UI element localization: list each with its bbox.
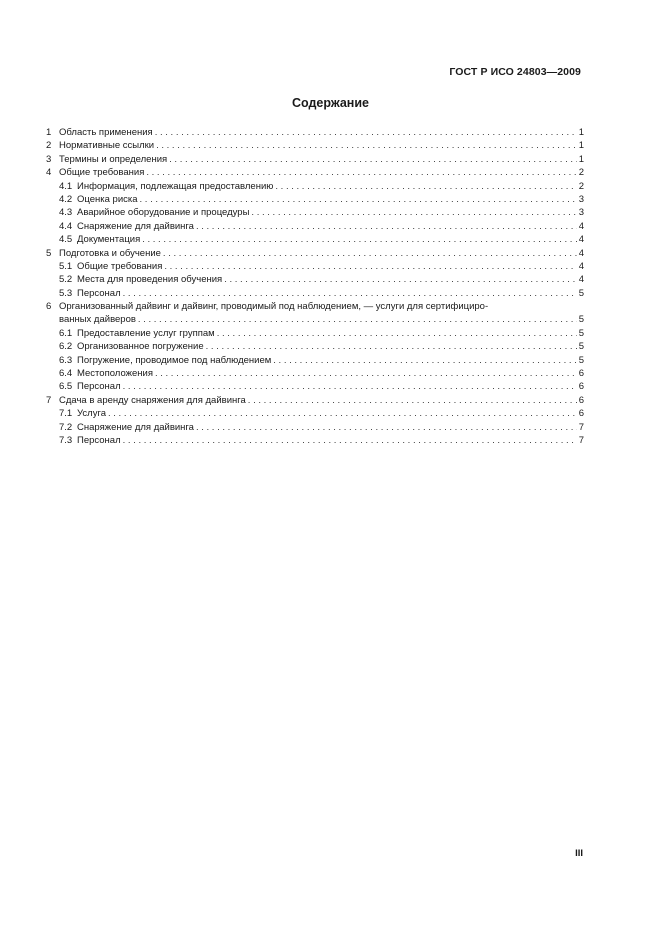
toc-number: 4.2 bbox=[59, 193, 73, 205]
toc-number: 5 bbox=[46, 247, 52, 259]
toc-label: Область применения bbox=[59, 126, 153, 138]
toc-label: Информация, подлежащая предоставлению bbox=[77, 180, 274, 192]
toc-number: 3 bbox=[46, 153, 52, 165]
toc-page: 7 bbox=[578, 434, 584, 446]
toc-page: 4 bbox=[578, 247, 584, 259]
toc-number: 7.1 bbox=[59, 408, 73, 420]
dot-leader bbox=[217, 327, 577, 340]
toc-entry-5[interactable] bbox=[46, 247, 584, 260]
toc-label: Персонал bbox=[77, 287, 121, 299]
dot-leader bbox=[156, 139, 577, 152]
toc-page: 1 bbox=[578, 140, 584, 152]
dot-leader bbox=[206, 340, 577, 353]
toc-label: Организованное погружение bbox=[77, 341, 204, 353]
dot-leader bbox=[273, 354, 576, 367]
toc-entry-1[interactable] bbox=[46, 126, 584, 139]
toc-number: 4.4 bbox=[59, 220, 73, 232]
dot-leader bbox=[196, 220, 577, 233]
toc-entry-5-1[interactable] bbox=[46, 260, 584, 273]
toc-page: 6 bbox=[578, 408, 584, 420]
toc-page: 5 bbox=[578, 327, 584, 339]
dot-leader bbox=[108, 407, 577, 420]
toc-entry-2[interactable] bbox=[46, 139, 584, 152]
toc-page: 6 bbox=[578, 394, 584, 406]
toc-label: Документация bbox=[77, 234, 141, 246]
dot-leader bbox=[163, 247, 577, 260]
dot-leader bbox=[146, 166, 576, 179]
toc-label: Подготовка и обучение bbox=[59, 247, 161, 259]
toc-page: 2 bbox=[578, 180, 584, 192]
dot-leader bbox=[251, 206, 576, 219]
toc-label: Аварийное оборудование и процедуры bbox=[77, 207, 250, 219]
toc-entry-6[interactable] bbox=[46, 300, 584, 327]
toc-entry-4-5[interactable] bbox=[46, 233, 584, 246]
toc-page: 3 bbox=[578, 193, 584, 205]
toc-entry-6-2[interactable] bbox=[46, 340, 584, 353]
toc-entry-6-5[interactable] bbox=[46, 380, 584, 393]
toc-number: 2 bbox=[46, 140, 52, 152]
toc-number: 7 bbox=[46, 394, 52, 406]
toc-page: 4 bbox=[578, 274, 584, 286]
dot-leader bbox=[142, 233, 576, 246]
toc-entry-7-2[interactable] bbox=[46, 421, 584, 434]
toc-number: 5.3 bbox=[59, 287, 73, 299]
toc-number: 6 bbox=[46, 301, 52, 313]
toc-number: 6.3 bbox=[59, 354, 73, 366]
toc-page: 4 bbox=[578, 260, 584, 272]
toc-entry-6-1[interactable] bbox=[46, 327, 584, 340]
toc-label: Местоположения bbox=[77, 368, 153, 380]
toc-page: 5 bbox=[578, 341, 584, 353]
dot-leader bbox=[196, 421, 577, 434]
toc-label: Услуга bbox=[77, 408, 106, 420]
toc-label: Общие требования bbox=[77, 260, 163, 272]
dot-leader bbox=[140, 193, 577, 206]
toc-number: 7.3 bbox=[59, 434, 73, 446]
toc-entry-4-1[interactable] bbox=[46, 180, 584, 193]
dot-leader bbox=[138, 313, 577, 326]
toc-entry-3[interactable] bbox=[46, 153, 584, 166]
toc-number: 6.5 bbox=[59, 381, 73, 393]
toc-entry-7-1[interactable] bbox=[46, 407, 584, 420]
toc-page: 6 bbox=[578, 381, 584, 393]
toc-entry-4-2[interactable] bbox=[46, 193, 584, 206]
toc-page: 5 bbox=[578, 354, 584, 366]
toc-label: Снаряжение для дайвинга bbox=[77, 220, 194, 232]
toc-number: 5.1 bbox=[59, 260, 73, 272]
page-title: Содержание bbox=[291, 96, 369, 110]
toc-page: 2 bbox=[578, 167, 584, 179]
toc-page: 4 bbox=[578, 220, 584, 232]
toc-label: Места для проведения обучения bbox=[77, 274, 223, 286]
toc-number: 4.5 bbox=[59, 234, 73, 246]
dot-leader bbox=[275, 180, 576, 193]
dot-leader bbox=[164, 260, 576, 273]
toc-entry-7[interactable] bbox=[46, 394, 584, 407]
toc-number: 1 bbox=[46, 126, 52, 138]
toc-number: 4.3 bbox=[59, 207, 73, 219]
toc-page: 1 bbox=[578, 153, 584, 165]
toc-label: Снаряжение для дайвинга bbox=[77, 421, 194, 433]
toc-number: 6.2 bbox=[59, 341, 73, 353]
dot-leader bbox=[123, 380, 577, 393]
dot-leader bbox=[169, 153, 577, 166]
toc-number: 6.4 bbox=[59, 368, 73, 380]
toc-number: 4 bbox=[46, 167, 52, 179]
toc-label: Нормативные ссылки bbox=[59, 140, 155, 152]
toc-label: Предоставление услуг группам bbox=[77, 327, 215, 339]
toc-page: 3 bbox=[578, 207, 584, 219]
document-id-header: ГОСТ Р ИСО 24803—2009 bbox=[449, 66, 581, 78]
dot-leader bbox=[123, 434, 577, 447]
toc-label-line2: ванных дайверов bbox=[59, 314, 136, 326]
toc-label: Персонал bbox=[77, 434, 121, 446]
toc-entry-7-3[interactable] bbox=[46, 434, 584, 447]
toc-label: Общие требования bbox=[59, 167, 145, 179]
toc-entry-4[interactable] bbox=[46, 166, 584, 179]
toc-page: 5 bbox=[578, 287, 584, 299]
dot-leader bbox=[155, 367, 577, 380]
toc-entry-5-2[interactable] bbox=[46, 273, 584, 286]
toc-number: 7.2 bbox=[59, 421, 73, 433]
toc-page: 7 bbox=[578, 421, 584, 433]
toc-entry-6-4[interactable] bbox=[46, 367, 584, 380]
toc-page: 4 bbox=[578, 234, 584, 246]
page-number: III bbox=[575, 848, 583, 859]
toc-page: 5 bbox=[578, 314, 584, 326]
dot-leader bbox=[155, 126, 577, 139]
toc-number: 5.2 bbox=[59, 274, 73, 286]
toc-label: Сдача в аренду снаряжения для дайвинга bbox=[59, 394, 246, 406]
toc-label: Оценка риска bbox=[77, 193, 138, 205]
toc-entry-6-3[interactable] bbox=[46, 354, 584, 367]
dot-leader bbox=[224, 273, 577, 286]
toc-entry-4-4[interactable] bbox=[46, 220, 584, 233]
toc-label: Персонал bbox=[77, 381, 121, 393]
table-of-contents bbox=[46, 126, 584, 447]
dot-leader bbox=[248, 394, 577, 407]
toc-label: Термины и определения bbox=[59, 153, 168, 165]
toc-entry-5-3[interactable] bbox=[46, 287, 584, 300]
dot-leader bbox=[123, 287, 577, 300]
toc-page: 1 bbox=[578, 126, 584, 138]
toc-label-line1: Организованный дайвинг и дайвинг, проводимый под наблюдением, — услуги для сертифициро- bbox=[59, 301, 489, 313]
toc-number: 6.1 bbox=[59, 327, 73, 339]
toc-label: Погружение, проводимое под наблюдением bbox=[77, 354, 272, 366]
toc-number: 4.1 bbox=[59, 180, 73, 192]
toc-entry-4-3[interactable] bbox=[46, 206, 584, 219]
toc-page: 6 bbox=[578, 368, 584, 380]
